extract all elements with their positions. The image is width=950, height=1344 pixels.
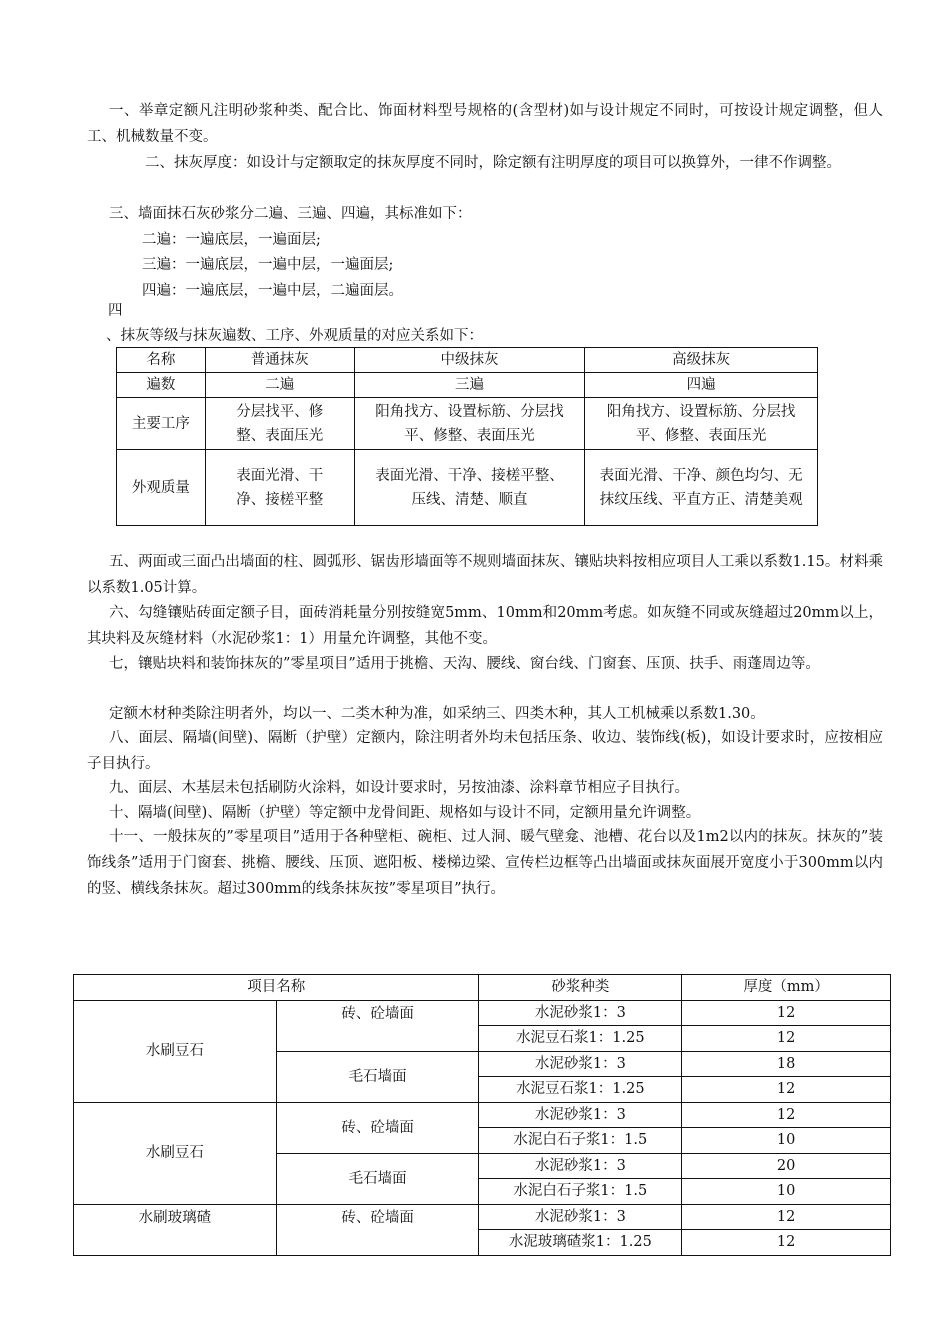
subgroup-cell: 砖、砼墙面 [276, 1102, 479, 1153]
header-cell: 砂浆种类 [479, 975, 682, 1001]
table-cell: 12 [682, 1026, 891, 1052]
header-cell: 中级抹灰 [354, 348, 585, 373]
header-cell: 名称 [117, 348, 206, 373]
paragraph-5: 五、两面或三面凸出墙面的柱、圆弧形、锯齿形墙面等不规则墙面抹灰、镶贴块料按相应项目人工乘以系数1.15。材料乘以系数1.05计算。 [87, 554, 883, 596]
paragraph-7: 七，镶贴块料和装饰抹灰的”零星项目”适用于挑檐、天沟、腰线、窗台线、门窗套、压顶、扶手、雨蓬周边等。 [109, 656, 820, 672]
table-cell: 水泥砂浆1：3 [479, 1051, 682, 1077]
table-row [117, 373, 818, 398]
table-cell: 表面光滑、干净、接槎平整 [205, 450, 354, 526]
group-cell: 水刷豆石 [74, 1102, 277, 1204]
subgroup-cell: 砖、砼墙面 [276, 1204, 479, 1255]
table-cell: 10 [682, 1179, 891, 1205]
table-header-row [117, 348, 818, 373]
paragraph-3: 三、墙面抹石灰砂浆分二遍、三遍、四遍，其标准如下： [109, 206, 472, 222]
table-cell: 表面光滑、干净、颜色均匀、无抹纹压线、平直方正、清楚美观 [585, 450, 818, 526]
table-cell: 水泥砂浆1：3 [479, 1153, 682, 1179]
table-cell: 分层找平、修整、表面压光 [205, 398, 354, 450]
table-header-row [74, 975, 891, 1001]
plaster-thickness-table [73, 974, 891, 1256]
subgroup-cell: 砖、砼墙面 [276, 1000, 479, 1051]
group-cell: 水刷玻璃碴 [74, 1204, 277, 1255]
paragraph-7b: 定额木材种类除注明者外，均以一、二类木种为准，如采纳三、四类木种，其人工机械乘以系数1.30。 [109, 706, 765, 722]
paragraph-6: 六、勾缝镶贴砖面定额子目，面砖消耗量分别按缝宽5mm、10mm和20mm考虑。如灰缝不同或灰缝超过20mm以上，其块料及灰缝材料（水泥砂浆1：1）用量允许调整，其他不变。 [87, 605, 883, 647]
table-cell: 水泥白石子浆1：1.5 [479, 1128, 682, 1154]
plaster-grade-table [116, 347, 818, 526]
table-row [74, 1102, 891, 1128]
table-cell: 主要工序 [117, 398, 206, 450]
table-cell: 10 [682, 1128, 891, 1154]
header-cell: 项目名称 [74, 975, 479, 1001]
paragraph-2: 二、抹灰厚度：如设计与定额取定的抹灰厚度不同时，除定额有注明厚度的项目可以换算外，一律不作调整。 [145, 155, 841, 171]
table-cell: 水泥豆石浆1：1.25 [479, 1077, 682, 1103]
paragraph-10: 十、隔墙(间壁)、隔断（护壁）等定额中龙骨间距、规格如与设计不同，定额用量允许调整。 [109, 805, 701, 821]
paragraph-8: 八、面层、隔墙(间壁)、隔断（护壁）定额内，除注明者外均未包括压条、收边、装饰线(板)，如设计要求时，应按相应子目执行。 [87, 730, 883, 772]
paragraph-4-number: 四 [108, 303, 123, 319]
table-cell: 12 [682, 1204, 891, 1230]
table-cell: 四遍 [585, 373, 818, 398]
table-cell: 水泥砂浆1：3 [479, 1204, 682, 1230]
header-cell: 厚度（mm） [682, 975, 891, 1001]
table-cell: 水泥砂浆1：3 [479, 1000, 682, 1026]
header-cell: 高级抹灰 [585, 348, 818, 373]
table-cell: 12 [682, 1102, 891, 1128]
paragraph-3a: 二遍：一遍底层，一遍面层; [142, 232, 321, 248]
paragraph-11: 十一、一般抹灰的”零星项目”适用于各种壁柜、碗柜、过人洞、暖气壁龛、池槽、花台以及1m2以内的抹灰。抹灰的”装饰线条”适用于门窗套、挑檐、腰线、压顶、遮阳板、楼梯边梁、宣传栏边框等凸出墙面或抹灰面展开宽度小于300mm以内的竖、横线条抹灰。超过300mm的线条抹灰按”零星项目”执行。 [87, 829, 883, 897]
table-row [74, 1204, 891, 1230]
subgroup-cell: 毛石墙面 [276, 1153, 479, 1204]
paragraph-4: 、抹灰等级与抹灰遍数、工序、外观质量的对应关系如下： [106, 328, 483, 344]
group-cell: 水刷豆石 [74, 1000, 277, 1102]
paragraph-9: 九、面层、木基层未包括刷防火涂料，如设计要求时，另按油漆、涂料章节相应子目执行。 [109, 780, 689, 796]
table-cell: 水泥玻璃碴浆1：1.25 [479, 1230, 682, 1256]
table-cell: 外观质量 [117, 450, 206, 526]
table-cell: 表面光滑、干净、接槎平整、压线、清楚、顺直 [354, 450, 585, 526]
table-cell: 水泥白石子浆1：1.5 [479, 1179, 682, 1205]
table-cell: 20 [682, 1153, 891, 1179]
header-cell: 普通抹灰 [205, 348, 354, 373]
paragraph-3b: 三遍：一遍底层，一遍中层，一遍面层; [142, 257, 394, 273]
table-cell: 12 [682, 1000, 891, 1026]
subgroup-cell: 毛石墙面 [276, 1051, 479, 1102]
paragraph-1: 一、举章定额凡注明砂浆种类、配合比、饰面材料型号规格的(含型材)如与设计规定不同时，可按设计规定调整，但人工、机械数量不变。 [87, 103, 883, 145]
table-row [117, 398, 818, 450]
table-cell: 二遍 [205, 373, 354, 398]
table-cell: 12 [682, 1077, 891, 1103]
table-cell: 水泥砂浆1：3 [479, 1102, 682, 1128]
table-row [74, 1000, 891, 1026]
table-cell: 遍数 [117, 373, 206, 398]
table-cell: 18 [682, 1051, 891, 1077]
table-cell: 水泥豆石浆1：1.25 [479, 1026, 682, 1052]
table-cell: 12 [682, 1230, 891, 1256]
table-cell: 阳角找方、设置标筋、分层找平、修整、表面压光 [585, 398, 818, 450]
table-row [117, 450, 818, 526]
paragraph-3c: 四遍：一遍底层，一遍中层，二遍面层。 [142, 283, 403, 299]
table-cell: 阳角找方、设置标筋、分层找平、修整、表面压光 [354, 398, 585, 450]
table-cell: 三遍 [354, 373, 585, 398]
